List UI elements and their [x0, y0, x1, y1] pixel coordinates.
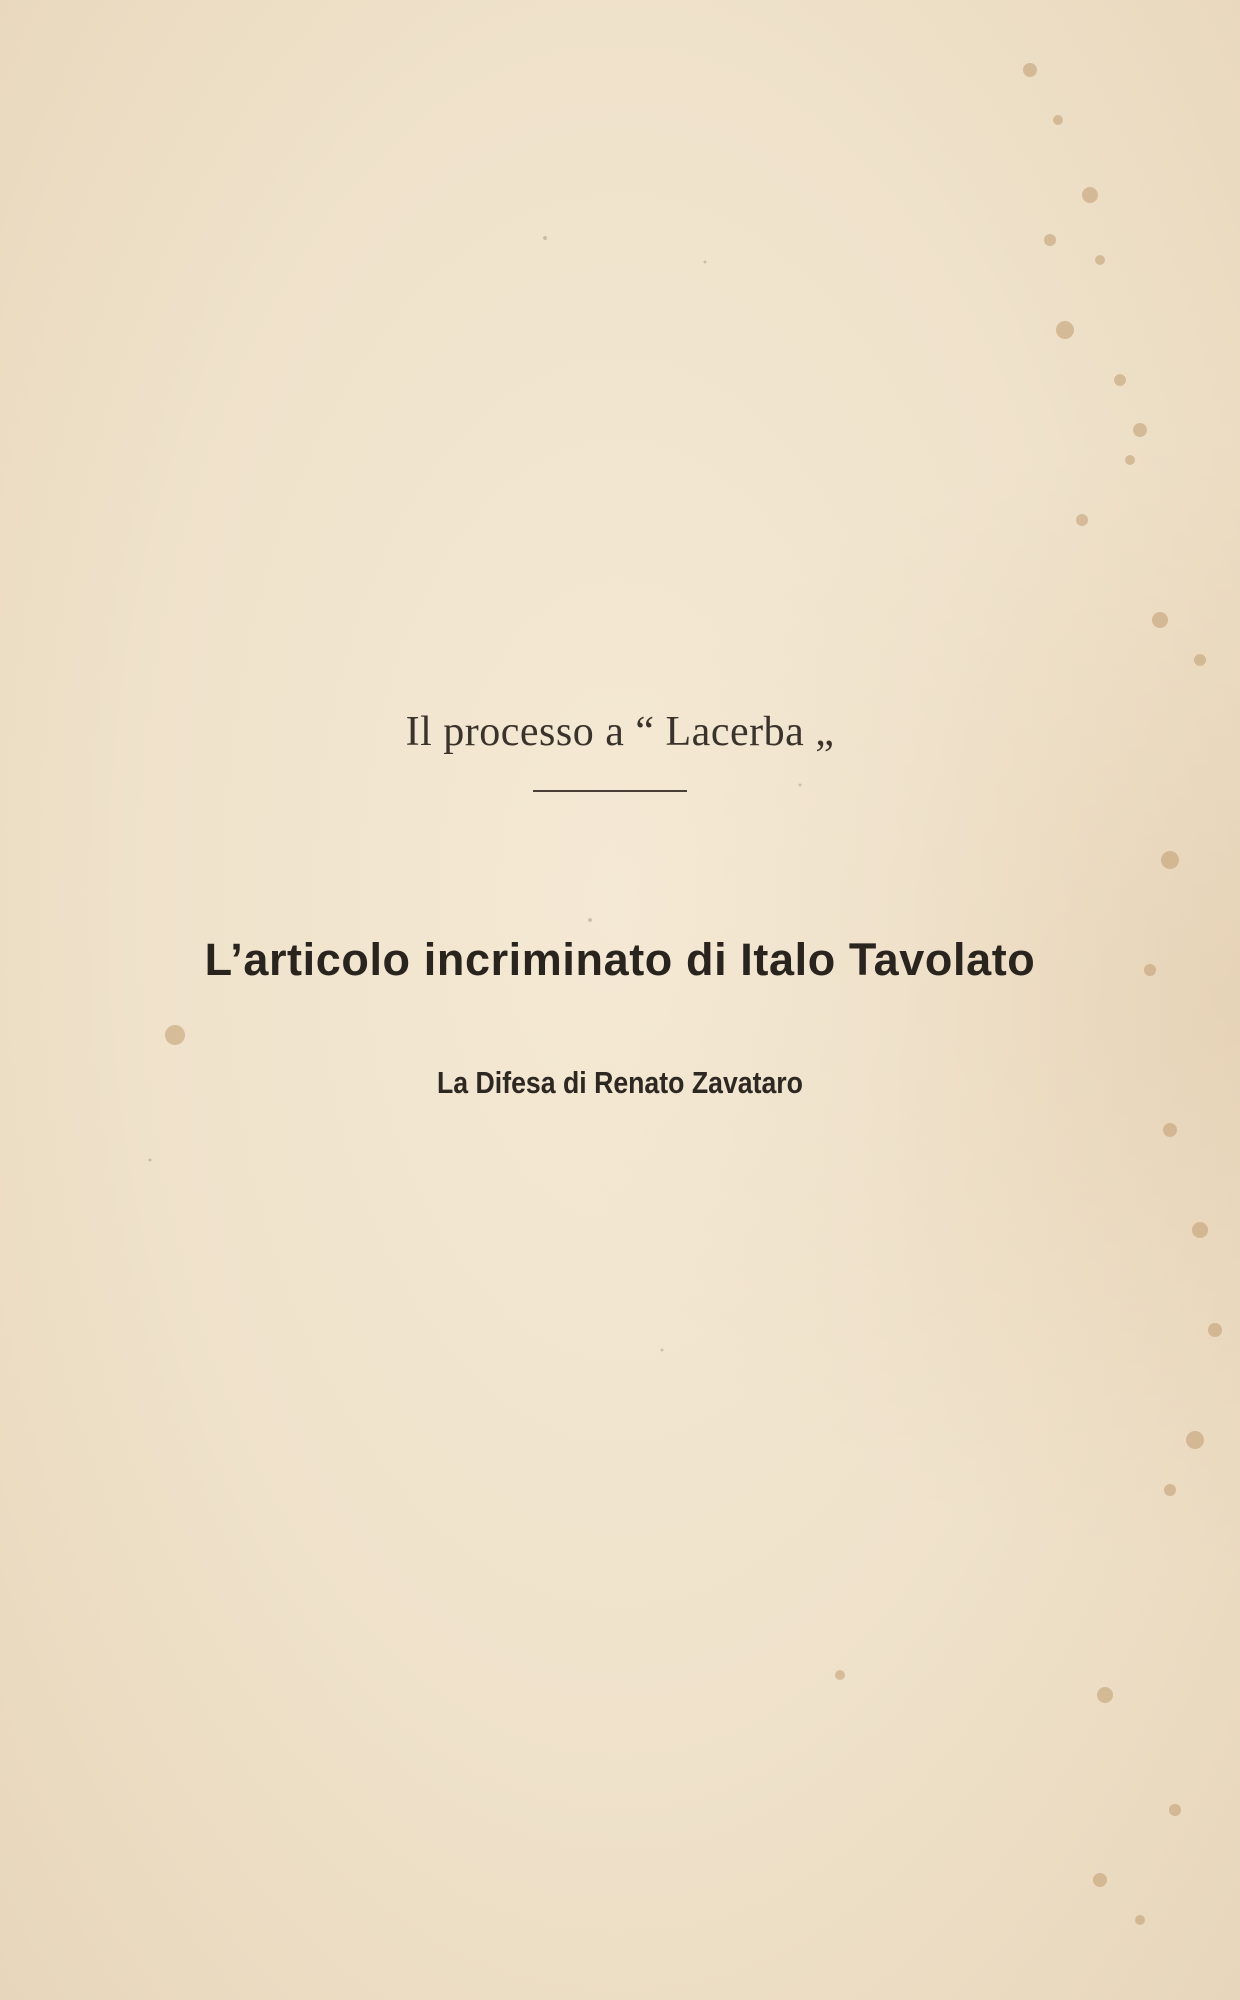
article-title: L’articolo incriminato di Italo Tavolato	[204, 934, 1036, 985]
title-divider-rule	[533, 790, 687, 792]
series-title: Il processo a “ Lacerba „	[405, 709, 835, 755]
subtitle: La Difesa di Renato Zavataro	[437, 1065, 803, 1100]
